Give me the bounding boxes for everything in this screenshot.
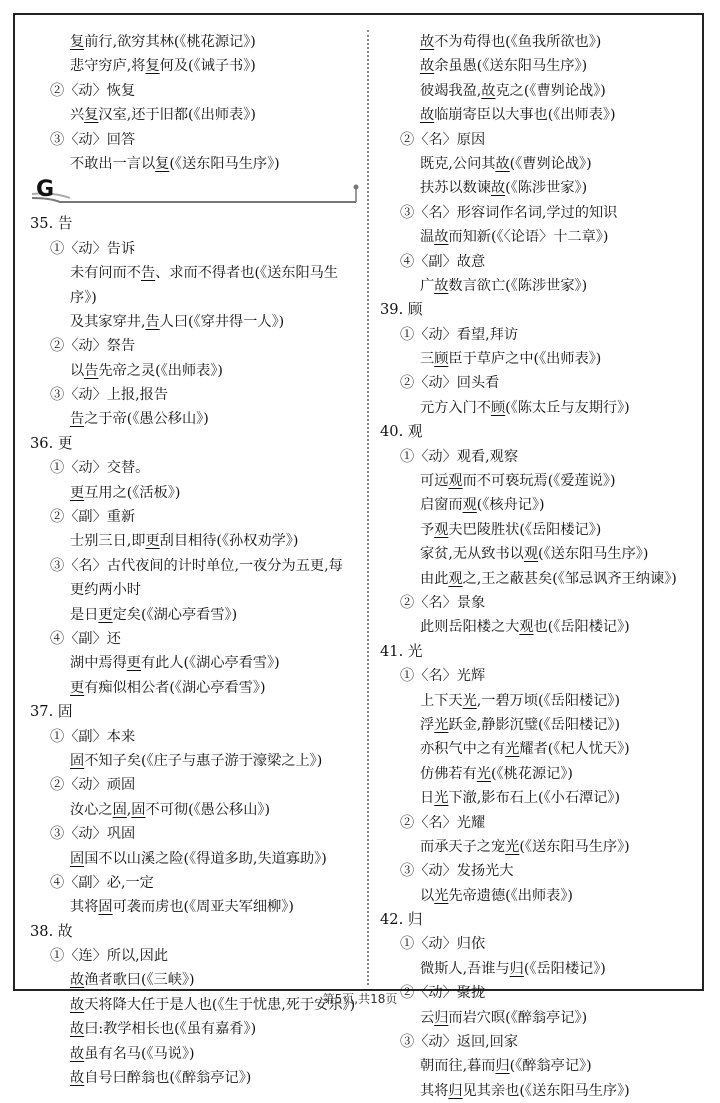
example-line: 云归而岩穴暝(《醉翁亭记》) xyxy=(420,1009,588,1026)
entry-heading: 39. 顾 xyxy=(380,301,423,319)
example-line: 士别三日,即更刮目相待(《孙权劝学》) xyxy=(70,533,299,550)
example-line: 故曰:教学相长也(《虽有嘉肴》) xyxy=(70,1021,257,1038)
sense-line: ③〈动〉发扬光大 xyxy=(400,863,514,880)
sense-line: ③〈动〉上报,报告 xyxy=(50,387,169,404)
sense-line: ④〈副〉必,一定 xyxy=(50,874,154,891)
example-line: 启窗而观(《核舟记》) xyxy=(420,497,545,514)
sense-line: ②〈名〉景象 xyxy=(400,594,486,611)
example-line: 以告先帝之灵(《出师表》) xyxy=(70,362,223,379)
sense-line: ②〈动〉顽固 xyxy=(50,777,136,794)
example-line: 上下天光,一碧万顷(《岳阳楼记》) xyxy=(420,692,621,709)
entry-heading: 42. 归 xyxy=(380,911,423,929)
example-line: 汝心之固,固不可彻(《愚公移山》) xyxy=(70,801,271,818)
example-line: 予观夫巴陵胜状(《岳阳楼记》) xyxy=(420,521,602,538)
sense-line: ②〈副〉重新 xyxy=(50,509,136,526)
example-line: 日光下澈,影布石上(《小石潭记》) xyxy=(420,790,621,807)
sense-line: ③〈动〉回答 xyxy=(50,131,136,148)
example-line: 家贫,无从致书以观(《送东阳马生序》) xyxy=(420,546,649,563)
example-line: 仿佛若有光(《桃花源记》) xyxy=(420,765,573,782)
sense-line: ②〈名〉原因 xyxy=(400,131,486,148)
example-line: 及其家穿井,告人曰(《穿井得一人》) xyxy=(70,313,285,330)
entry-heading: 35. 告 xyxy=(30,215,73,233)
sense-line: ②〈名〉光耀 xyxy=(400,814,486,831)
right-column xyxy=(380,30,700,1103)
sense-line: ①〈动〉观看,观察 xyxy=(400,448,519,465)
entry-heading: 38. 故 xyxy=(30,922,73,940)
example-line: 扶苏以数谏故(《陈涉世家》) xyxy=(420,180,588,197)
sense-line: ③〈名〉古代夜间的计时单位,一夜分为五更,每 xyxy=(50,557,343,574)
sense-line: ②〈动〉恢复 xyxy=(50,82,136,99)
section-header-g xyxy=(30,176,366,212)
sense-line: ③〈动〉巩固 xyxy=(50,826,136,843)
example-line: 复前行,欲穷其林(《桃花源记》) xyxy=(70,34,256,50)
sense-line: ①〈动〉归依 xyxy=(400,936,486,953)
example-line: 可远观而不可亵玩焉(《爱莲说》) xyxy=(420,473,616,490)
example-line: 由此观之,王之蔽甚矣(《邹忌讽齐王纳谏》) xyxy=(420,570,677,587)
entry-heading: 40. 观 xyxy=(380,423,423,441)
example-line: 更约两小时 xyxy=(70,582,141,599)
left-column xyxy=(30,30,366,1090)
example-line: 序》) xyxy=(70,289,97,306)
example-line: 故余虽愚(《送东阳马生序》) xyxy=(420,58,588,75)
entry-heading: 37. 固 xyxy=(30,703,73,721)
example-line: 故天将降大任于是人也(《生于忧患,死于安乐》) xyxy=(70,996,356,1013)
section-letter: G xyxy=(36,177,55,203)
example-line: 告之于帝(《愚公移山》) xyxy=(70,411,209,428)
sense-line: ②〈动〉回头看 xyxy=(400,375,500,392)
example-line: 是日更定矣(《湖心亭看雪》) xyxy=(70,606,238,623)
example-line: 悲守穷庐,将复何及(《诫子书》) xyxy=(70,58,256,75)
section-rule-icon xyxy=(30,176,360,212)
example-line: 未有问而不告、求而不得者也(《送东阳马生 xyxy=(70,265,339,282)
sense-line: ①〈动〉看望,拜访 xyxy=(400,326,519,343)
example-line: 更有痴似相公者(《湖心亭看雪》) xyxy=(70,679,266,696)
sense-line: ③〈名〉形容词作名词,学过的知识 xyxy=(400,204,618,221)
example-line: 三顾臣于草庐之中(《出师表》) xyxy=(420,351,602,368)
example-line: 浮光跃金,静影沉璧(《岳阳楼记》) xyxy=(420,716,621,733)
example-line: 亦积气中之有光耀者(《杞人忧天》) xyxy=(420,741,630,758)
entry-heading: 36. 更 xyxy=(30,434,73,452)
example-line: 朝而往,暮而归(《醉翁亭记》) xyxy=(420,1058,592,1075)
example-line: 兴复汉室,还于旧都(《出师表》) xyxy=(70,107,256,124)
sense-line: ①〈动〉交替。 xyxy=(50,460,150,477)
example-line: 故自号曰醉翁也(《醉翁亭记》) xyxy=(70,1070,252,1087)
example-line: 微斯人,吾谁与归(《岳阳楼记》) xyxy=(420,960,606,977)
example-line: 温故而知新(《〈论语〉十二章》) xyxy=(420,229,609,246)
example-line: 固国不以山溪之险(《得道多助,失道寡助》) xyxy=(70,850,327,867)
example-line: 故临崩寄臣以大事也(《出师表》) xyxy=(420,107,616,124)
example-line: 广故数言欲亡(《陈涉世家》) xyxy=(420,277,588,294)
example-line: 更互用之(《活板》) xyxy=(70,484,181,501)
example-line: 元方入门不顾(《陈太丘与友期行》) xyxy=(420,399,630,416)
example-line: 此则岳阳楼之大观也(《岳阳楼记》) xyxy=(420,619,630,636)
sense-line: ②〈动〉祭告 xyxy=(50,338,136,355)
example-line: 以光先帝遗德(《出师表》) xyxy=(420,887,573,904)
example-line: 彼竭我盈,故克之(《曹刿论战》) xyxy=(420,82,606,99)
entry-heading: 41. 光 xyxy=(380,642,423,660)
example-line: 固不知子矣(《庄子与惠子游于濠梁之上》) xyxy=(70,752,323,769)
example-line: 湖中焉得更有此人(《湖心亭看雪》) xyxy=(70,655,280,672)
example-line: 故渔者歌曰(《三峡》) xyxy=(70,972,195,989)
sense-line: ③〈动〉返回,回家 xyxy=(400,1034,519,1051)
example-line: 既克,公问其故(《曹刿论战》) xyxy=(420,155,592,172)
column-divider xyxy=(367,30,369,985)
example-line: 故虽有名马(《马说》) xyxy=(70,1045,195,1062)
sense-line: ④〈副〉故意 xyxy=(400,253,486,270)
sense-line: ④〈副〉还 xyxy=(50,630,121,647)
example-line: 不敢出一言以复(《送东阳马生序》) xyxy=(70,155,280,172)
page-footer: 第5页,共18页 xyxy=(322,992,398,1006)
sense-line: ①〈副〉本来 xyxy=(50,728,136,745)
sense-line: ①〈连〉所以,因此 xyxy=(50,948,169,965)
sense-line: ①〈名〉光辉 xyxy=(400,668,486,685)
example-line: 故不为苟得也(《鱼我所欲也》) xyxy=(420,34,602,50)
sense-line: ①〈动〉告诉 xyxy=(50,240,136,257)
example-line: 其将归见其亲也(《送东阳马生序》) xyxy=(420,1082,630,1099)
sense-line: ②〈动〉聚拢 xyxy=(400,985,486,1002)
example-line: 而承天子之宠光(《送东阳马生序》) xyxy=(420,838,630,855)
example-line: 其将固可袭而虏也(《周亚夫军细柳》) xyxy=(70,899,294,916)
